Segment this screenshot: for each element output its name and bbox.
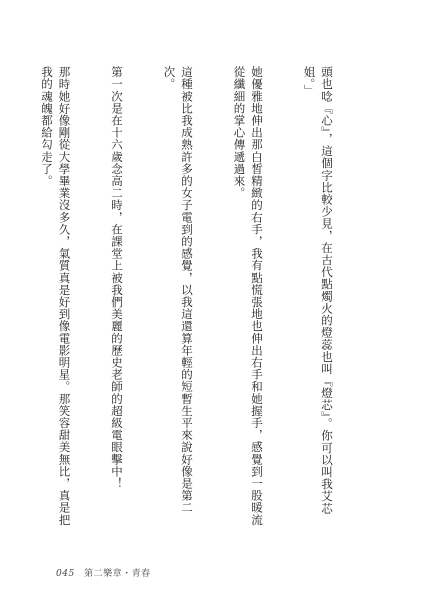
chapter-title: 第二樂章・青春: [84, 569, 151, 579]
paragraph-4: 第一次是在十六歲念高二時，在課堂上被我們美麗的歷史老師的超級電眼擊中！: [110, 66, 124, 490]
paragraph-3: 這種被比我成熟許多的女子電到的感覺，以我這還算年輕的短暫生平來說好像是第二次。: [162, 66, 194, 514]
paragraph-2: 她優雅地伸出那白皙精緻的右手，我有點慌張地也伸出右手和她握手，感覺到一股暖流從纖細的掌心傳遞過來。: [232, 66, 264, 526]
paragraph-1: 頭也唸『心』，這個字比較少見，在古代點燭火的燈蕊也叫『燈芯』。你可以叫我艾芯姐。」: [302, 66, 334, 515]
page-number: 045: [56, 569, 75, 579]
paragraph-6: [0, 66, 3, 528]
page-footer: [56, 566, 151, 579]
paragraph-5: 那時她好像剛從大學畢業沒多久，氣質真是好到像電影明星。那笑容甜美無比，真是把我的魂魄都給勾走了。: [40, 66, 72, 526]
body-text: [40, 66, 370, 528]
